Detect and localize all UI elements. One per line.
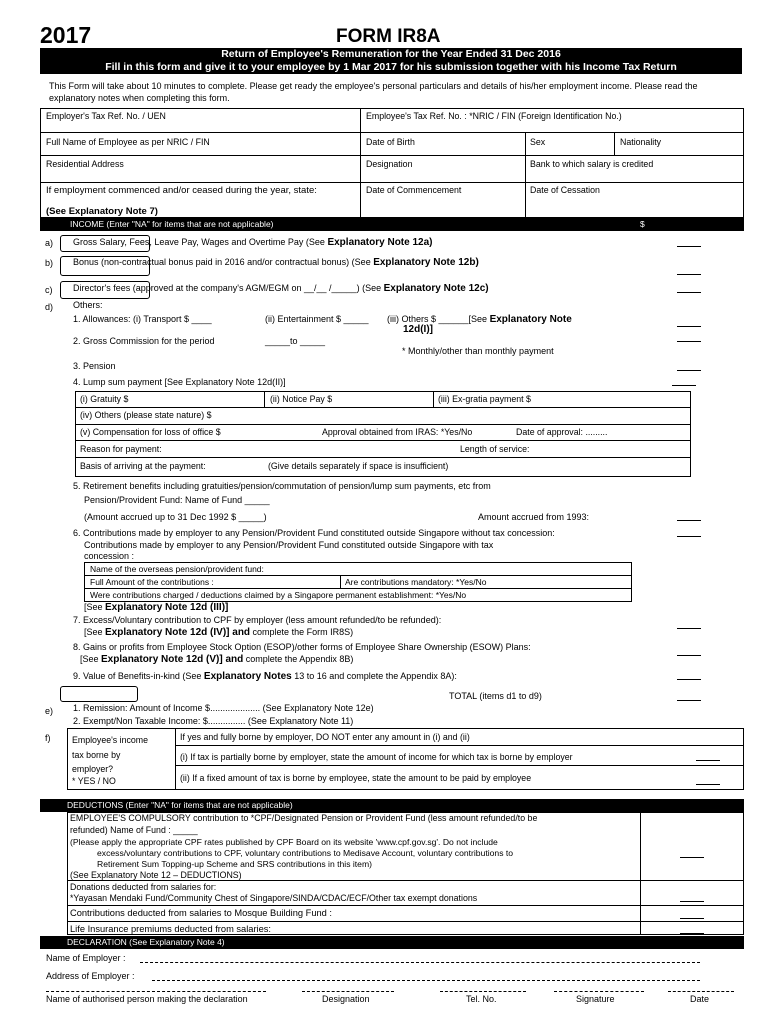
contrib-mandatory[interactable]: Are contributions mandatory: *Yes/No	[345, 577, 487, 587]
overseas-fund[interactable]: Name of the overseas pension/provident fund:	[90, 564, 264, 574]
nationality-field[interactable]: Nationality	[620, 137, 662, 147]
contrib-without-concession: 6. Contributions made by employer to any Pension/Provident Fund constituted outside Singapore without tax concession:	[73, 528, 555, 538]
cpf-fund-name[interactable]: refunded) Name of Fund : _____	[70, 825, 198, 835]
mosque-fund: Contributions deducted from salaries to Mosque Building Fund :	[70, 908, 333, 918]
sex-field[interactable]: Sex	[530, 137, 546, 147]
donations-line-2: *Yayasan Mendaki Fund/Community Chest of Singapore/SINDA/CDAC/ECF/Other tax exempt donations	[70, 893, 478, 903]
sign-signature-input[interactable]	[554, 991, 644, 992]
mosque-amount[interactable]	[680, 918, 704, 919]
contrib-charged[interactable]: Were contributions charged / deductions claimed by a Singapore permanent establishment: *Yes/No	[90, 590, 467, 600]
exempt-income: 2. Exempt/Non Taxable Income: $............... (See Explanatory Note 11)	[73, 716, 354, 726]
sign-designation-input[interactable]	[302, 991, 394, 992]
donations-amount[interactable]	[680, 901, 704, 902]
gross-commission: 2. Gross Commission for the period	[73, 336, 215, 346]
compensation[interactable]: (v) Compensation for loss of office $	[80, 427, 221, 437]
others-heading: Others:	[73, 300, 103, 310]
gratuity[interactable]: (i) Gratuity $	[80, 394, 129, 404]
accrued-1992: (Amount accrued up to 31 Dec 1992 $ _____)	[84, 512, 267, 522]
employer-name-label: Name of Employer :	[46, 953, 126, 963]
intro-text: This Form will take about 10 minutes to complete. Please get ready the employee's personal particulars and details of his/her employment income. Please read the explanatory notes when completing this form.	[49, 81, 698, 103]
deductions-header	[40, 799, 744, 812]
employer-tax-ref[interactable]: Employer's Tax Ref. No. / UEN	[46, 111, 166, 121]
item-d-label: d)	[45, 302, 54, 312]
income-header	[40, 218, 744, 231]
title-banner	[40, 48, 742, 74]
life-insurance: Life Insurance premiums deducted from salaries:	[70, 924, 272, 934]
fixed-amount-field[interactable]	[696, 784, 720, 785]
allowance-others-note: 12d(I)]	[403, 324, 433, 335]
see-12dv: [See Explanatory Note 12d (V)] and complete the Appendix 8B)	[80, 654, 354, 665]
iras-approval[interactable]: Approval obtained from IRAS: *Yes/No	[322, 427, 473, 437]
item-b-amount[interactable]	[677, 274, 701, 275]
deductions-header-text: DEDUCTIONS (Enter "NA" for items that are not applicable)	[67, 800, 293, 810]
partially-borne: (i) If tax is partially borne by employer, state the amount of income for which tax is borne by employer	[180, 752, 573, 762]
fixed-amount: (ii) If a fixed amount of tax is borne by employee, state the amount to be paid by employee	[180, 773, 532, 783]
fully-borne: If yes and fully borne by employer, DO NOT enter any amount in (i) and (ii)	[180, 732, 470, 742]
see-12div: [See Explanatory Note 12d (IV)] and complete the Form IR8S)	[84, 627, 354, 638]
item-b-label: b)	[45, 258, 54, 268]
cpf-amount[interactable]	[680, 857, 704, 858]
full-amount[interactable]: Full Amount of the contributions :	[90, 577, 214, 587]
allowance-others: (iii) Others $ ______[See Explanatory Note	[387, 314, 572, 325]
form-year: 2017	[40, 22, 92, 48]
lump-sum: 4. Lump sum payment [See Explanatory Note 12d(II)]	[73, 377, 286, 387]
designation-field[interactable]: Designation	[366, 159, 413, 169]
total-box	[60, 686, 138, 702]
cpf-line-4: excess/voluntary contributions to CPF, voluntary contributions to Medisave Account, voluntary contributions to	[97, 848, 514, 858]
excess-amount[interactable]	[677, 628, 701, 629]
basis-note: (Give details separately if space is insufficient)	[268, 461, 449, 471]
employee-tax-ref[interactable]: Employee's Tax Ref. No. : *NRIC / FIN (Foreign Identification No.)	[366, 111, 622, 121]
basis-of-payment[interactable]: Basis of arriving at the payment:	[80, 461, 206, 471]
esop-gains: 8. Gains or profits from Employee Stock Option (ESOP)/other forms of Employee Share Ownership (ESOW) Plans:	[73, 642, 531, 652]
retirement-benefits: 5. Retirement benefits including gratuities/pension/commutation of pension/lump sum payments, etc from	[73, 481, 491, 491]
allowances-amount[interactable]	[677, 326, 701, 327]
employer-address-label: Address of Employer :	[46, 971, 135, 981]
cpf-line-1: EMPLOYEE'S COMPULSORY contribution to *CPF/Designated Pension or Provident Fund (less amount refunded/to be	[70, 813, 538, 823]
sign-name-input[interactable]	[46, 991, 266, 992]
benefits-amount[interactable]	[677, 679, 701, 680]
allowance-transport: 1. Allowances: (i) Transport $ ____	[73, 314, 212, 324]
total-amount[interactable]	[677, 700, 701, 701]
notice-pay[interactable]: (ii) Notice Pay $	[270, 394, 333, 404]
item-c-label: c)	[45, 285, 53, 295]
donations-line-1: Donations deducted from salaries for:	[70, 882, 217, 892]
item-a-label: a)	[45, 238, 54, 248]
item-c-amount[interactable]	[677, 292, 701, 293]
currency-symbol: $	[640, 219, 645, 229]
sign-designation-label: Designation	[322, 994, 370, 1004]
item-a-amount[interactable]	[677, 246, 701, 247]
contrib-amount[interactable]	[677, 536, 701, 537]
cpf-note: (See Explanatory Note 12 – DEDUCTIONS)	[70, 870, 242, 880]
item-a-text: Gross Salary, Fees, Leave Pay, Wages and Overtime Pay (See Explanatory Note 12a)	[73, 237, 433, 248]
tax-borne-q1: Employee's income	[72, 735, 148, 745]
banner-line-2: Fill in this form and give it to your employee by 1 Mar 2017 for his submission together with his Income Tax Return	[105, 60, 677, 73]
declaration-header-text: DECLARATION (See Explanatory Note 4)	[67, 937, 225, 947]
accrued-1993: Amount accrued from 1993:	[478, 512, 590, 522]
employee-full-name[interactable]: Full Name of Employee as per NRIC / FIN	[46, 137, 210, 147]
reason-for-payment[interactable]: Reason for payment:	[80, 444, 162, 454]
sign-signature-label: Signature	[576, 994, 615, 1004]
item-e-label: e)	[45, 706, 54, 716]
remission: 1. Remission: Amount of Income $.................... (See Explanatory Note 12e)	[73, 703, 374, 713]
cpf-line-5: Retirement Sum Topping-up Scheme and SRS contributions in this item)	[97, 859, 372, 869]
declaration-header	[40, 936, 744, 949]
item-b-text: Bonus (non-contractual bonus paid in 2016 and/or contractual bonus) (See Explanatory Note 12b)	[73, 257, 479, 268]
bank-field[interactable]: Bank to which salary is credited	[530, 159, 654, 169]
date-of-birth[interactable]: Date of Birth	[366, 137, 415, 147]
date-of-commencement[interactable]: Date of Commencement	[366, 185, 462, 195]
monthly-note: * Monthly/other than monthly payment	[402, 346, 554, 356]
employer-address-input[interactable]	[152, 980, 700, 981]
cpf-line-3: (Please apply the appropriate CPF rates published by CPF Board on its website 'www.cpf.gov.sg'. Do not include	[70, 837, 498, 847]
allowance-entertainment: (ii) Entertainment $ _____	[265, 314, 369, 324]
date-of-cessation[interactable]: Date of Cessation	[530, 185, 600, 195]
insurance-amount[interactable]	[680, 933, 704, 934]
approval-date[interactable]: Date of approval: .........	[516, 427, 608, 437]
residential-address[interactable]: Residential Address	[46, 159, 124, 169]
sign-name-label: Name of authorised person making the declaration	[46, 994, 248, 1004]
length-of-service[interactable]: Length of service:	[460, 444, 530, 454]
retirement-amount[interactable]	[677, 520, 701, 521]
income-header-text: INCOME (Enter "NA" for items that are not applicable)	[70, 219, 274, 229]
item-c-text: Director's fees (approved at the company's AGM/EGM on __/__ /_____) (See Explanatory Note 12c)	[73, 283, 489, 294]
item-f-label: f)	[45, 733, 51, 743]
see-12diii: [See Explanatory Note 12d (III)]	[84, 602, 229, 613]
contrib-concession-label: concession :	[84, 551, 135, 561]
benefits-in-kind: 9. Value of Benefits-in-kind (See Explanatory Notes 13 to 16 and complete the Appendix 8A):	[73, 671, 457, 682]
ex-gratia[interactable]: (iii) Ex-gratia payment $	[438, 394, 531, 404]
tax-borne-q3: employer?	[72, 764, 114, 774]
banner-line-1: Return of Employee's Remuneration for the Year Ended 31 Dec 2016	[221, 48, 561, 60]
sign-date-input[interactable]	[668, 991, 734, 992]
tax-borne-yes-no[interactable]: * YES / NO	[72, 776, 116, 786]
esop-amount[interactable]	[677, 655, 701, 656]
fund-name: Pension/Provident Fund: Name of Fund _____	[84, 495, 270, 505]
employer-name-input[interactable]	[140, 962, 700, 963]
lump-sum-amount[interactable]	[672, 385, 696, 386]
employment-question: If employment commenced and/or ceased during the year, state:	[46, 185, 317, 196]
lump-others[interactable]: (iv) Others (please state nature) $	[80, 410, 212, 420]
commission-amount[interactable]	[677, 341, 701, 342]
form-title: FORM IR8A	[336, 26, 441, 47]
sign-tel-input[interactable]	[440, 991, 526, 992]
total-d1-d9: TOTAL (items d1 to d9)	[449, 691, 542, 701]
pension: 3. Pension	[73, 361, 116, 371]
partially-amount[interactable]	[696, 760, 720, 761]
sign-tel-label: Tel. No.	[466, 994, 497, 1004]
tax-borne-q2: tax borne by	[72, 750, 121, 760]
sign-date-label: Date	[690, 994, 710, 1004]
contrib-with-concession: Contributions made by employer to any Pension/Provident Fund constituted outside Singapore with tax	[84, 540, 494, 550]
employment-note: (See Explanatory Note 7)	[46, 206, 158, 217]
commission-period: _____to _____	[265, 336, 326, 346]
excess-cpf: 7. Excess/Voluntary contribution to CPF by employer (less amount refunded/to be refunded):	[73, 615, 442, 625]
pension-amount[interactable]	[677, 370, 701, 371]
